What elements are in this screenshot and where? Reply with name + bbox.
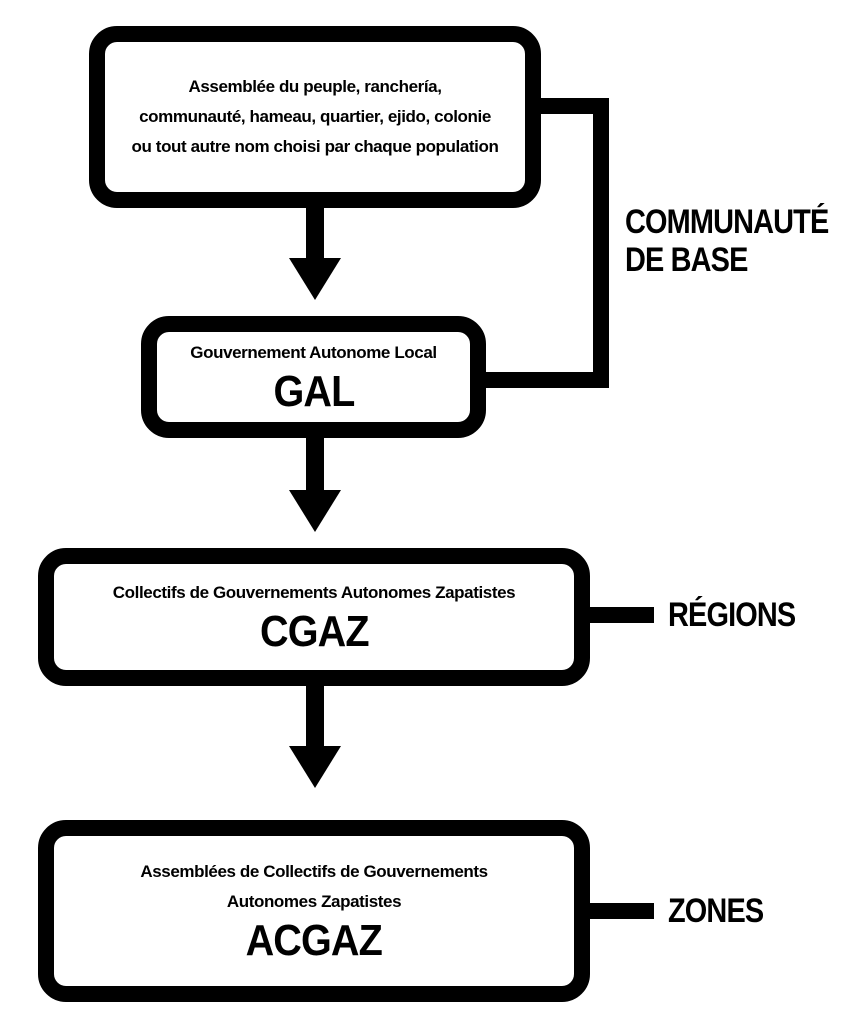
label-zones: ZONES xyxy=(668,892,764,930)
bracket-vertical xyxy=(593,98,609,388)
cgaz-box xyxy=(38,548,590,686)
arrow-shaft-3 xyxy=(306,684,324,750)
acgaz-subtitle-line-1: Assemblées de Collectifs de Gouvernements xyxy=(140,862,488,881)
regions-connector xyxy=(590,607,654,623)
assembly-box xyxy=(89,26,541,208)
acgaz-box xyxy=(38,820,590,1002)
arrow-shaft-2 xyxy=(306,436,324,494)
arrow-down-icon xyxy=(289,746,341,788)
gal-subtitle: Gouvernement Autonome Local xyxy=(190,343,437,362)
acgaz-acronym: ACGAZ xyxy=(245,916,383,965)
gal-acronym: GAL xyxy=(273,367,354,416)
label-base-line-1: COMMUNAUTÉ xyxy=(625,203,829,241)
assembly-line-2: communauté, hameau, quartier, ejido, colonie xyxy=(139,107,491,126)
cgaz-subtitle: Collectifs de Gouvernements Autonomes Zapatistes xyxy=(112,583,516,602)
acgaz-subtitle-line-2: Autonomes Zapatistes xyxy=(226,892,402,911)
label-communaute-de-base xyxy=(625,203,828,279)
label-regions: RÉGIONS xyxy=(668,596,796,634)
arrow-down-icon xyxy=(289,490,341,532)
label-base-line-2: DE BASE xyxy=(625,241,748,279)
zones-connector xyxy=(590,903,654,919)
arrow-shaft-1 xyxy=(306,206,324,262)
assembly-line-3: ou tout autre nom choisi par chaque population xyxy=(131,137,499,156)
cgaz-acronym: CGAZ xyxy=(259,607,369,656)
assembly-line-1: Assemblée du peuple, ranchería, xyxy=(188,77,442,96)
gal-box xyxy=(141,316,486,438)
bracket-bottom xyxy=(486,372,609,388)
arrow-down-icon xyxy=(289,258,341,300)
